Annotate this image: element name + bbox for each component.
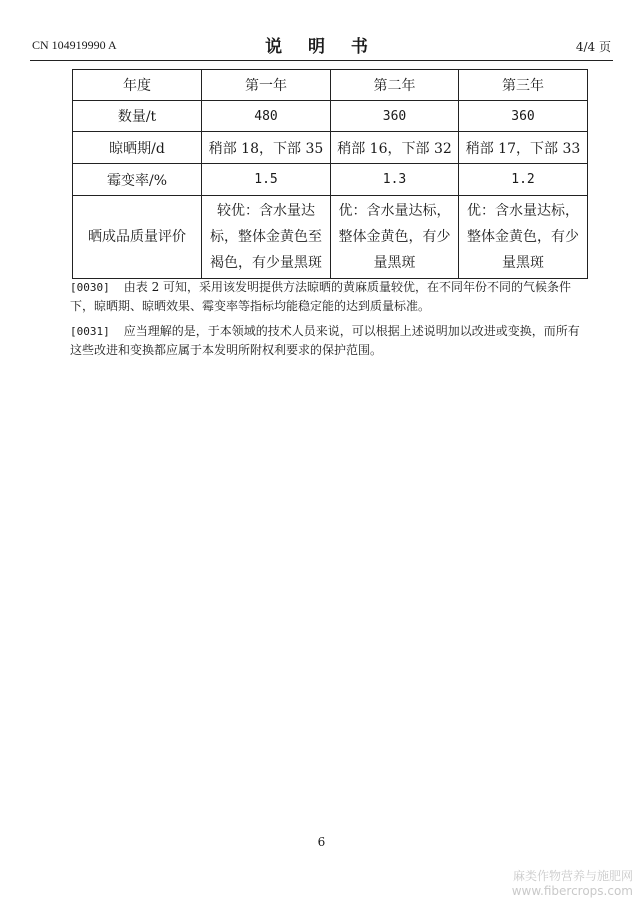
- paragraph-0030: [70, 278, 590, 316]
- table-row: [73, 196, 588, 279]
- table-cell: 360: [459, 101, 588, 132]
- table-cell: 数量/t: [73, 101, 202, 132]
- table-row: [73, 132, 588, 164]
- table-cell: 晾晒期/d: [73, 132, 202, 164]
- results-table: [72, 69, 588, 279]
- table-cell: 稍部 17，下部 33: [459, 132, 588, 164]
- paragraph-number: [0030]: [70, 281, 110, 294]
- table-header-cell: 第二年: [331, 70, 459, 101]
- table-cell: 1.2: [459, 164, 588, 196]
- table-cell: 480: [202, 101, 331, 132]
- paragraph-text: 由表 2 可知，采用该发明提供方法晾晒的黄麻质量较优，在不同年份不同的气候条件下，晾晒期、晾晒效果、霉变率等指标均能稳定能的达到质量标准。: [70, 280, 572, 313]
- table-cell: 1.3: [331, 164, 459, 196]
- publication-number: CN 104919990 A: [32, 38, 117, 52]
- table-cell: 霉变率/%: [73, 164, 202, 196]
- table-cell: 较优：含水量达标，整体金黄色至褐色，有少量黑斑: [202, 196, 331, 279]
- table-cell: 稍部 16，下部 32: [331, 132, 459, 164]
- table-cell: 1.5: [202, 164, 331, 196]
- table-cell: 优：含水量达标，整体金黄色，有少量黑斑: [331, 196, 459, 279]
- table-cell: 优：含水量达标，整体金黄色，有少量黑斑: [459, 196, 588, 279]
- paragraph-text: 应当理解的是，于本领域的技术人员来说，可以根据上述说明加以改进或变换，而所有这些改进和变换都应属于本发明所附权利要求的保护范围。: [70, 324, 580, 357]
- table-row: [73, 101, 588, 132]
- page-header: [30, 30, 613, 58]
- table-cell: 360: [331, 101, 459, 132]
- document-title: 说 明 书: [265, 37, 378, 57]
- paragraph-0031: [70, 322, 590, 360]
- watermark-url: www.fibercrops.com: [511, 884, 633, 898]
- header-divider: [30, 60, 613, 61]
- page-number: 6: [317, 835, 326, 849]
- table-row: [73, 164, 588, 196]
- table-header-cell: 第一年: [202, 70, 331, 101]
- paragraph-number: [0031]: [70, 325, 110, 338]
- table-header-row: [73, 70, 588, 101]
- table-header-cell: 第三年: [459, 70, 588, 101]
- table-cell: 晒成品质量评价: [73, 196, 202, 279]
- watermark: [512, 867, 633, 898]
- watermark-site-name: 麻类作物营养与施肥网: [512, 869, 633, 883]
- table-cell: 稍部 18，下部 35: [202, 132, 331, 164]
- page-info: 4/4 页: [575, 40, 611, 54]
- table-header-cell: 年度: [73, 70, 202, 101]
